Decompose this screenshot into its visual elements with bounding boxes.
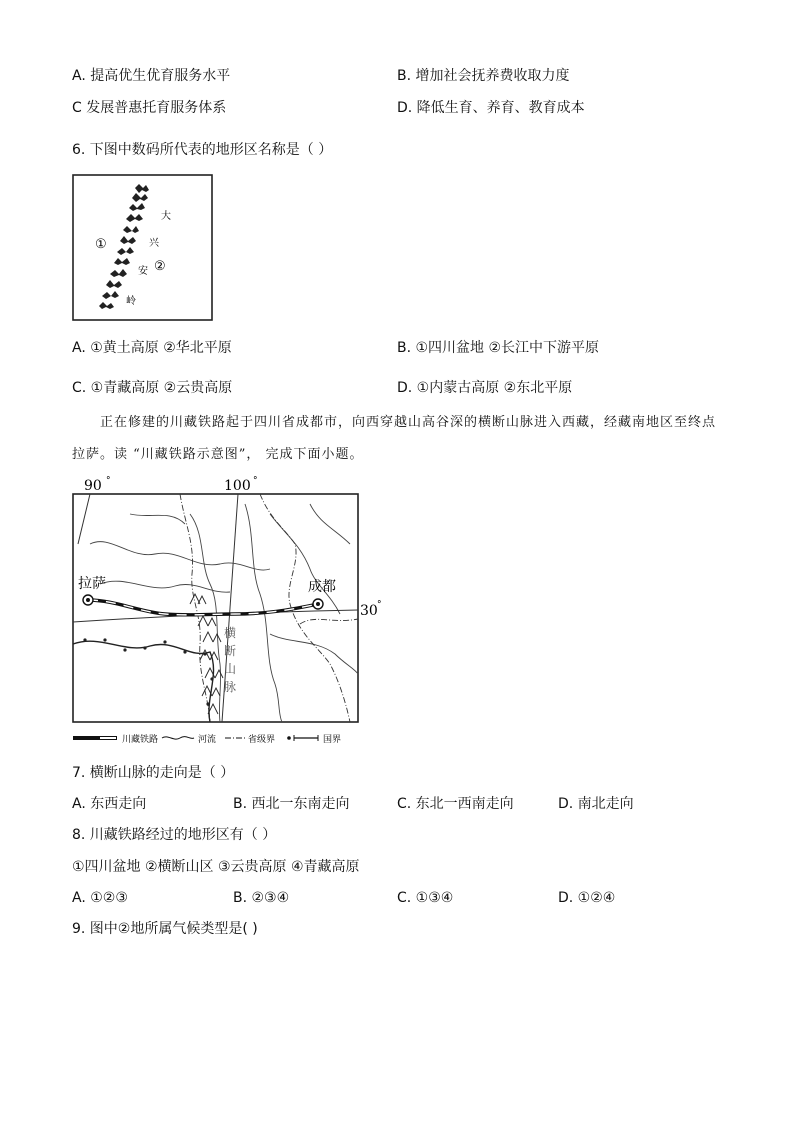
q6-label-2: ②: [154, 259, 166, 274]
q6-option-d: D. ①内蒙古高原 ②东北平原: [397, 380, 573, 396]
lon-90-degree: °: [106, 476, 111, 486]
range-char-4: 岭: [126, 296, 136, 307]
lon-90-label: 90: [84, 478, 102, 494]
mountain-char-4: 脉: [224, 680, 237, 694]
legend-national: 国界: [323, 735, 342, 745]
passage-line-1: 正在修建的川藏铁路起于四川省成都市，向西穿越山高谷深的横断山脉进入西藏，经藏南地区至终点: [100, 415, 717, 430]
q9-stem: 9. 图中②地所属气候类型是( ): [72, 921, 258, 937]
mountain-char-3: 山: [224, 662, 237, 676]
q7-option-d: D. 南北走向: [558, 796, 634, 812]
passage-line-2: 拉萨。读 “川藏铁路示意图”， 完成下面小题。: [72, 447, 364, 462]
q5-option-c: C 发展普惠托育服务体系: [72, 100, 227, 116]
q5-option-d: D. 降低生育、养育、教育成本: [397, 100, 585, 116]
q6-stem: 6. 下图中数码所代表的地形区名称是（ ）: [72, 142, 333, 158]
range-char-2: 兴: [149, 238, 159, 249]
q7-option-a: A. 东西走向: [72, 796, 147, 812]
q8-option-b: B. ②③④: [233, 890, 290, 906]
legend-river: 河流: [198, 735, 217, 745]
q6-label-1: ①: [95, 237, 107, 252]
range-char-3: 安: [138, 266, 148, 277]
range-char-1: 大: [161, 211, 171, 222]
q8-option-d: D. ①②④: [558, 890, 616, 906]
lon-100-label: 100: [224, 478, 251, 494]
q7-stem: 7. 横断山脉的走向是（ ）: [72, 765, 235, 781]
q8-choices: ①四川盆地 ②横断山区 ③云贵高原 ④青藏高原: [72, 859, 360, 875]
q5-option-a: A. 提高优生优育服务水平: [72, 68, 231, 84]
city-lhasa-label: 拉萨: [78, 576, 106, 592]
q8-stem: 8. 川藏铁路经过的地形区有（ ）: [72, 827, 277, 843]
q6-figure-daxinganling: [72, 174, 214, 326]
lat-30-label: 30: [360, 603, 378, 619]
sichuan-tibet-railway-map: [70, 474, 400, 754]
chengdu-marker: [313, 599, 323, 609]
legend-province: 省级界: [248, 735, 276, 745]
lat-30-degree: °: [377, 600, 382, 610]
city-chengdu-label: 成都: [308, 579, 336, 595]
q7-option-b: B. 西北一东南走向: [233, 796, 350, 812]
q6-option-a: A. ①黄土高原 ②华北平原: [72, 340, 232, 356]
mountain-char-2: 断: [224, 644, 237, 658]
mountain-char-1: 横: [224, 626, 237, 640]
q5-option-b: B. 增加社会抚养费收取力度: [397, 68, 570, 84]
q7-option-c: C. 东北一西南走向: [397, 796, 514, 812]
map-legend: [73, 733, 341, 745]
lon-100-degree: °: [253, 476, 258, 486]
q8-option-c: C. ①③④: [397, 890, 454, 906]
q6-option-c: C. ①青藏高原 ②云贵高原: [72, 380, 233, 396]
q8-option-a: A. ①②③: [72, 890, 128, 906]
lhasa-marker: [83, 595, 93, 605]
legend-railway: 川藏铁路: [122, 735, 159, 745]
q6-option-b: B. ①四川盆地 ②长江中下游平原: [397, 340, 600, 356]
